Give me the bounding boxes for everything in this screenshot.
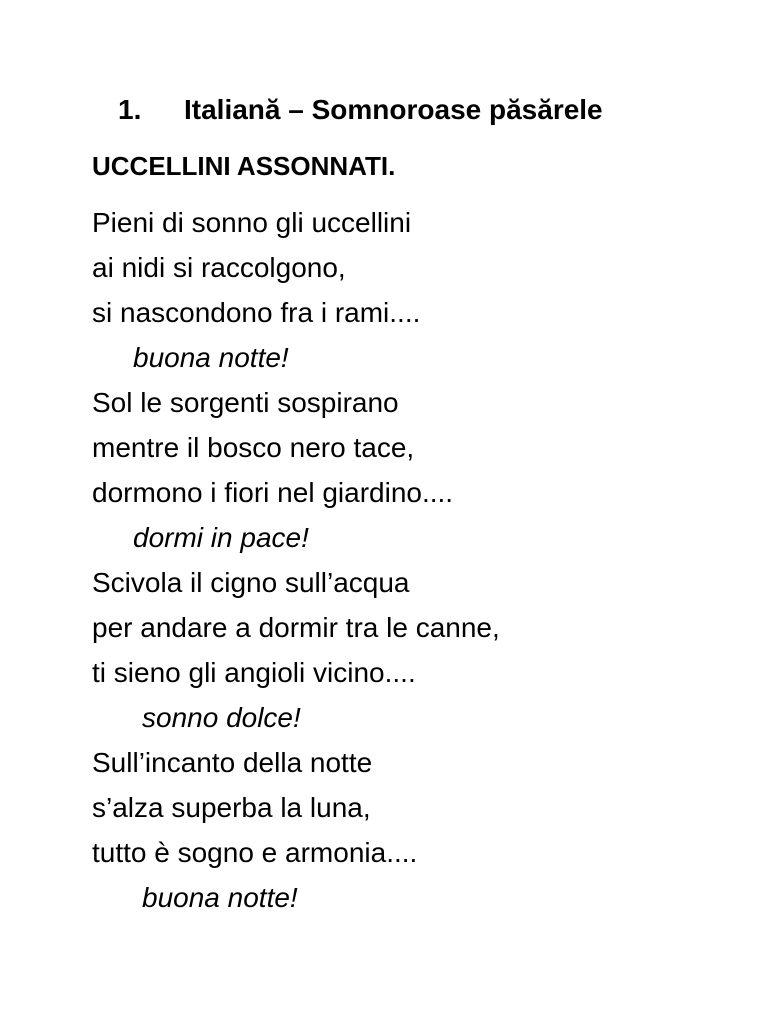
poem-refrain: sonno dolce! — [142, 702, 301, 733]
poem-line: Scivola il cigno sull’acqua — [92, 567, 410, 598]
poem-line: ai nidi si raccolgono, — [92, 252, 346, 283]
poem-line: Sull’incanto della notte — [92, 747, 373, 778]
poem-line: tutto è sogno e armonia.... — [92, 837, 418, 868]
poem-refrain: buona notte! — [133, 342, 289, 373]
poem-line: si nascondono fra i rami.... — [92, 297, 421, 328]
poem-refrain: dormi in pace! — [133, 522, 309, 553]
poem-line: Sol le sorgenti sospirano — [92, 387, 399, 418]
heading-number: 1. — [118, 94, 142, 125]
poem-line: dormono i fiori nel giardino.... — [92, 477, 454, 508]
poem-refrain: buona notte! — [142, 882, 298, 913]
heading-title: Italiană – Somnoroase păsărele — [184, 94, 603, 125]
poem-line: s’alza superba la luna, — [92, 792, 371, 823]
poem-line: per andare a dormir tra le canne, — [92, 612, 500, 643]
poem-title: UCCELLINI ASSONNATI. — [92, 151, 396, 181]
poem-line: Pieni di sonno gli uccellini — [92, 207, 412, 238]
poem-body — [92, 200, 732, 920]
page-heading — [118, 90, 603, 130]
poem-line: mentre il bosco nero tace, — [92, 432, 415, 463]
poem-line: ti sieno gli angioli vicino.... — [92, 657, 416, 688]
